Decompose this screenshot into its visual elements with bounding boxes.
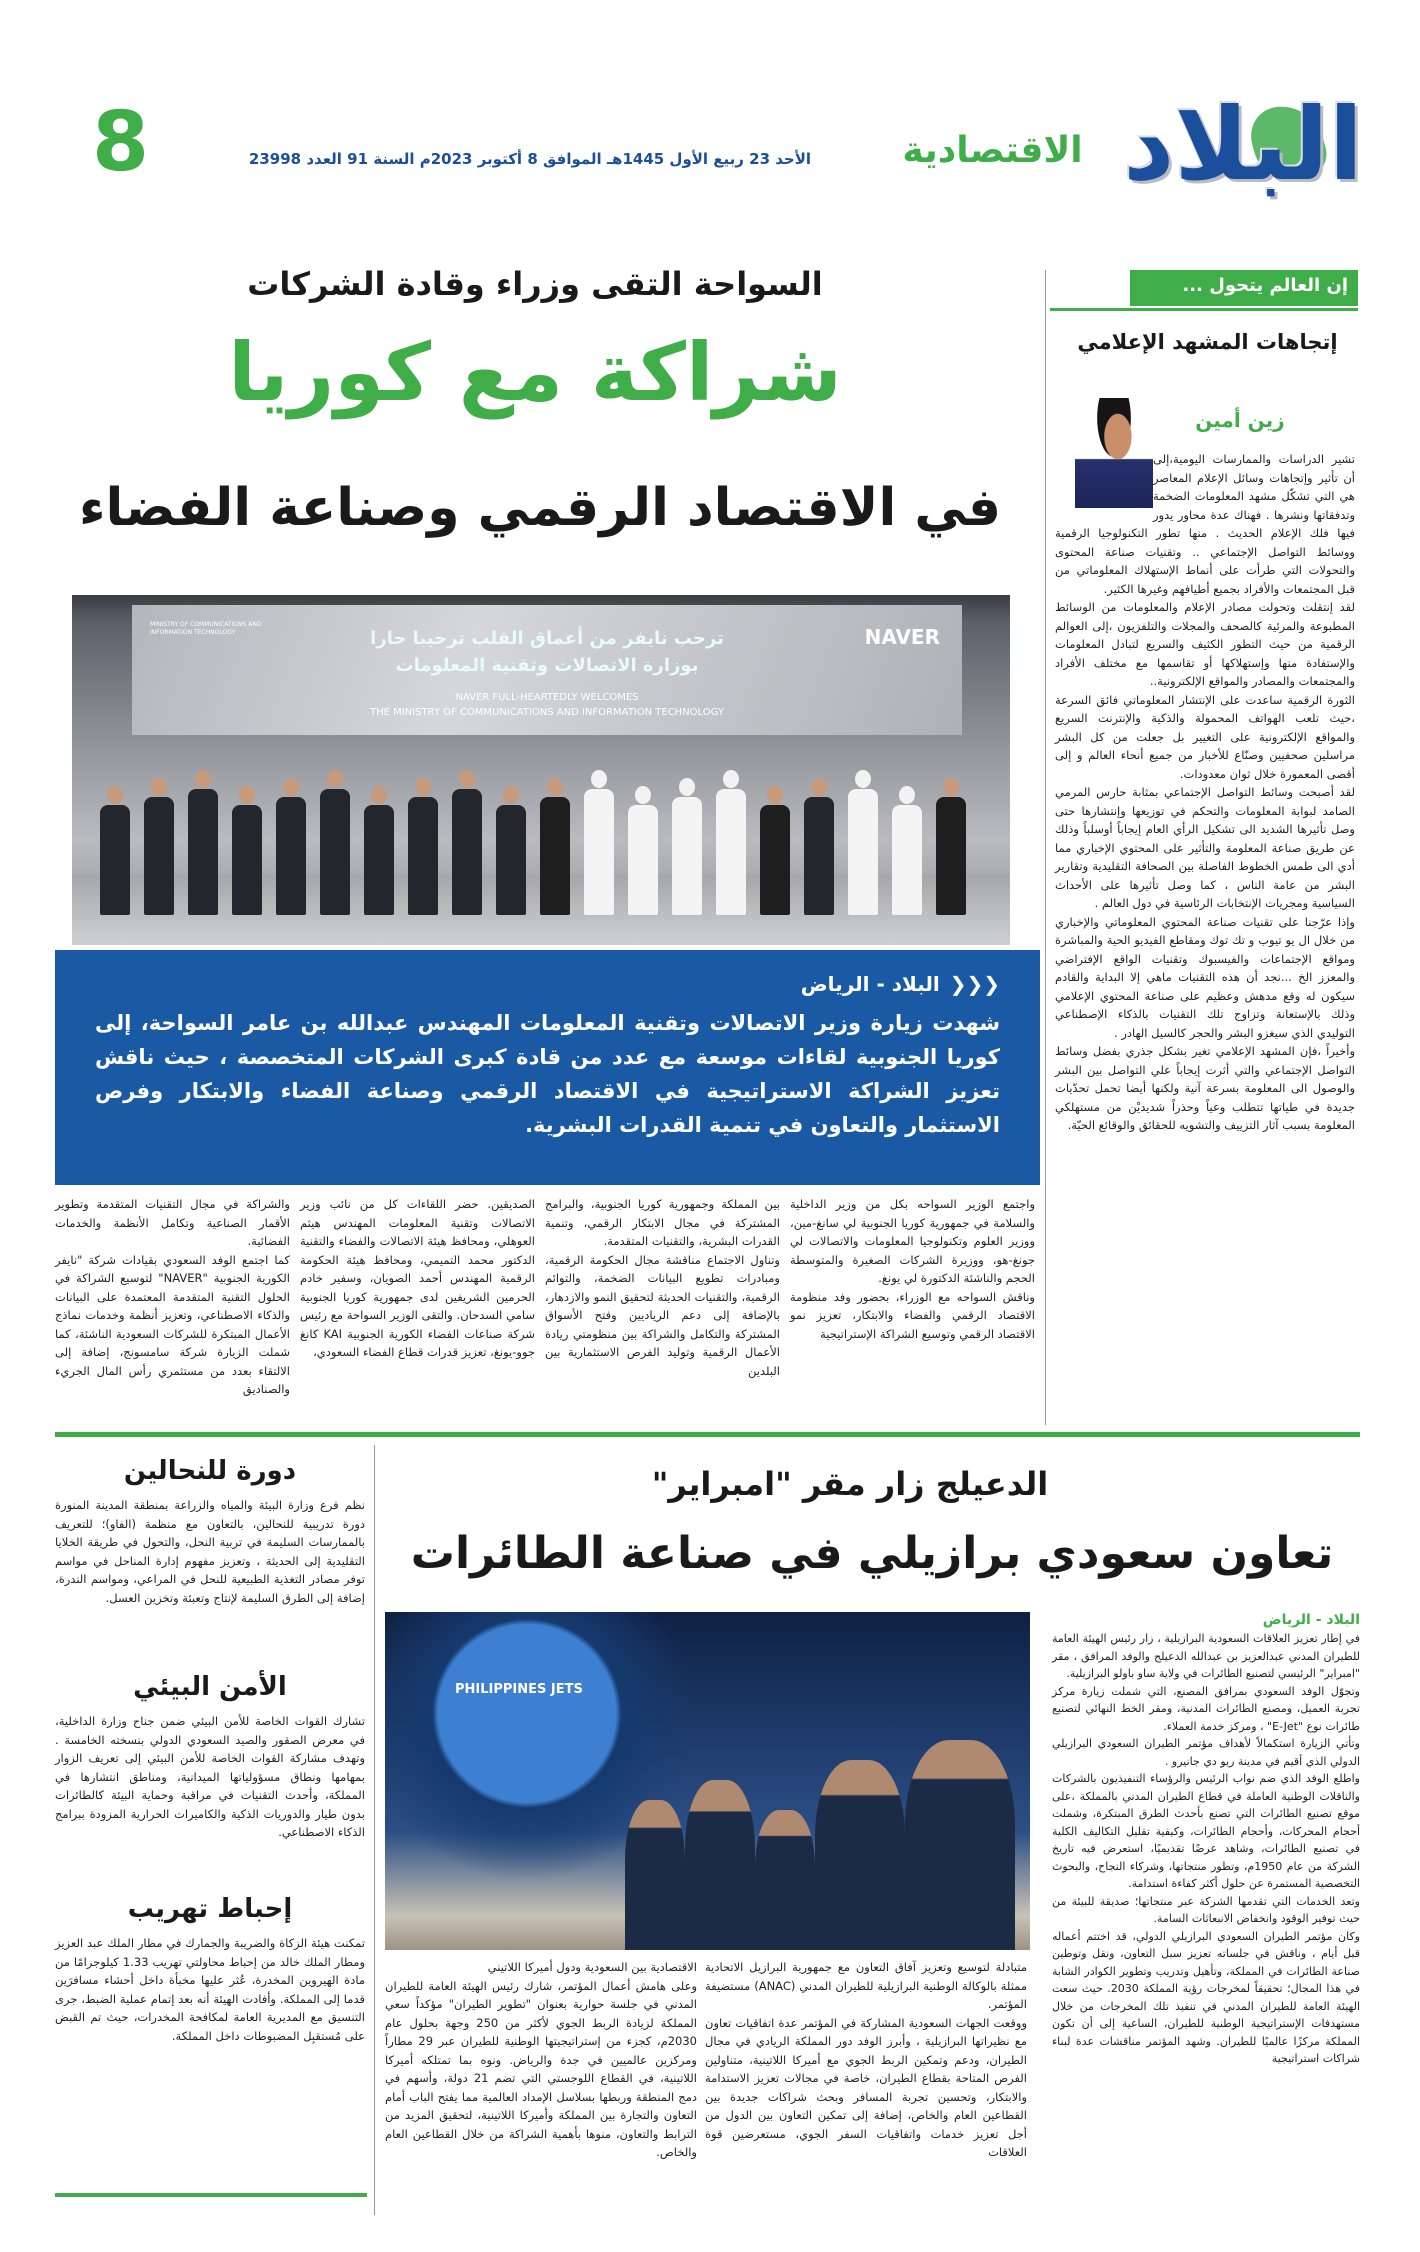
paragraph: الاقتصادية بين السعودية ودول أميركا اللاتيني <box>487 1960 697 1974</box>
person-figure <box>716 770 746 915</box>
naver-logo: NAVER <box>864 625 940 649</box>
person-figure <box>936 778 966 915</box>
brief-text: تشارك القوات الخاصة للأمن البيئي ضمن جناح وزارة الداخلية، في معرض الصقور والصيد السعودي الدولي بنسخته الخامسة . وتهدف مشاركة القوات الخاصة للأمن البيئي إلى تعريف الزوار بمهامها ونطاق مسؤولياتها الميدانية، ومناطق انتشارها في المملكة، وأحدث التقنيات في مراقبة وحماية البيئة كالطائرات بدون طيار والدوريات الذكية والكاميرات الحرارية المزودة ببرامج الذكاء الاصطناعي. <box>55 1714 365 1839</box>
person-figure <box>188 770 218 915</box>
page-number: 8 <box>92 95 150 190</box>
person-figure <box>628 786 658 915</box>
person-figure <box>364 786 394 915</box>
paragraph: والشراكة في مجال التقنيات المتقدمة وتطوير الأقمار الصناعية وتكامل الأنظمة والخدمات الفضائية. <box>55 1197 290 1248</box>
person-figure <box>496 786 526 915</box>
second-column-1 <box>1052 1610 1360 2068</box>
person-figure <box>320 770 350 915</box>
banner-en-line: NAVER FULL-HEARTEDLY WELCOMES <box>455 692 639 703</box>
issue-date-line: الأحد 23 ربيع الأول 1445هـ الموافق 8 أكتوبر 2023م السنة 91 العدد 23998 <box>248 150 812 168</box>
paragraph: في إطار تعزيز العلاقات السعودية البرازيلية ، زار رئيس الهيئة العامة للطيران المدني عبدالعزيز بن عبدالله الدعيلج والوفد المرافق ، مقر "امبراير" الرئيسي لتصنيع الطائرات في ولاية ساو باولو البرازيلية. <box>1052 1632 1360 1680</box>
banner-ar-line: بوزارة الاتصالات وتقنية المعلومات <box>395 655 699 676</box>
paragraph: وكان مؤتمر الطيران السعودي البرازيلي الدولي، قد اختتم أعماله قبل أيام ، وناقش في جلساته تعزيز سبل التعاون، ونقل وتوطين صناعة الطائرات في المملكة، وتأهيل وتدريب وتطوير الكوادر الشابة في هذا المجال؛ تحقيقاً لمخرجات رؤية المملكة 2030. حيث سعت الهيئة العامة للطيران المدني في تنفيذ تلك المخرجات من خلال مستهدفات الإستراتيجية الوطنية للطيران، الساعية إلى أن تكون المملكة مركزًا عالميًا للطيران. وشهد المؤتمر مناقشات عدة لبناء شراكات استراتيجية <box>1052 1929 1360 2065</box>
lead-text: شهدت زيارة وزير الاتصالات وتقنية المعلومات المهندس عبدالله بن عامر السواحة، إلى كوريا الجنوبية لقاءات موسعة مع عدد من قادة كبرى الشركات المتخصصة ، حيث ناقش تعزيز الشراكة الاستراتيجية في الاقتصاد الرقمي وصناعة الفضاء والابتكار وفرص الاستثمار والتعاون في تنمية القدرات البشرية. <box>95 1011 1000 1137</box>
second-kicker: الدعيلج زار مقر "امبراير" <box>651 1465 1049 1503</box>
logo-text: البلاد <box>1123 86 1363 203</box>
paragraph: وتأتي الزيارة استكمالاً لأهداف مؤتمر الطيران السعودي البرازيلي الدولي الذي أقيم في مدينة ريو دي جانيرو . <box>1052 1737 1360 1768</box>
opinion-tag: إن العالم يتحول ... <box>1130 270 1358 306</box>
person-figure <box>144 778 174 915</box>
paragraph: وتناول الاجتماع مناقشة مجال الحكومة الرقمية، ومبادرات تطويع البيانات الضخمة، والتوائم الرقمية، والتقنيات الحديثة لتحقيق النمو والازدهار، بالإضافة إلى دعم الرياديين وفتح الأسواق المشتركة والتكامل والشراكة بين منظومتي ريادة الأعمال الرقمية وتوليد الفرص الاستثمارية بين البلدين <box>545 1252 780 1378</box>
brief-text: نظم فرع وزارة البيئة والمياه والزراعة بمنطقة المدينة المنورة دورة تدريبية للنحالين، بالتعاون مع منظمة (الفاو)؛ للتعريف بالممارسات السليمة في تربية النحل، والتحول في طريقة الخلايا التقليدية إلى الحديثة ، وتعزيز مفهوم إدارة المناحل في مواسم توفر مصادر التغذية الطبيعية للنحل في المراعي، ومواسم الندرة، إضافة إلى الطرق السليمة لإنتاج وتعبئة وتخزين العسل. <box>55 1498 365 1605</box>
person-figure <box>755 1810 815 1950</box>
paragraph: وعلى هامش أعمال المؤتمر، شارك رئيس الهيئة العامة للطيران المدني في جلسة حوارية بعنوان "تطوير الطيران" مؤكداً سعي المملكة لزيادة الربط الجوي لأكثر من 250 وجهة بحلول عام 2030م، كجزء من إستراتيجيتها الوطنية للطيران عبر 29 مطاراً ومركزين عالميين في جدة والرياض. ونوه بما تمتلكه أميركا اللاتينية، في القطاع اللوجستي التي تضم 21 دولة، وأسهم في دمج المنطقة وربطها بسلاسل الإمداد العالمية مما يفتح الباب أمام التعاون والتجارة بين المملكة وأميركا اللاتينية، لتحقيق المزيد من الترابط والتعاون، منوها بأهمية الشراكة من خلال القطاعين العام والخاص. <box>385 1978 697 2159</box>
main-headline-2: في الاقتصاد الرقمي وصناعة الفضاء <box>78 478 1002 538</box>
brief-title: إحباط تهريب <box>127 1894 293 1924</box>
embraer-photo <box>385 1612 1030 1950</box>
person-figure <box>276 778 306 915</box>
main-column-3 <box>300 1195 535 1362</box>
person-figure <box>452 770 482 915</box>
person-figure <box>408 778 438 915</box>
person-figure <box>804 778 834 915</box>
main-column-2 <box>545 1195 780 1380</box>
newspaper-logo <box>1118 86 1363 230</box>
paragraph: واطلع الوفد الذي ضم نواب الرئيس والرؤساء التنفيذيون بالشركات والناقلات الوطنية العاملة في قطاع الطيران المدني بالمملكة ،على موقع تصنيع الطائرات التي تصنع بأحدث الطرق المبتكرة، وشملت أحجام المحركات، وأحجام الطائرات، وكيفية تقليل التكاليف الكلية في تصنيع الطائرات، وشاهد عرضًا تقديميًا، استعرض فيه تاريخ الشركة من عام 1950م، وتطور منتجاتها، وشركاء النجاح، والبحوث التخصصية المستمرة عن حلول أكثر كفاءة استدامة. <box>1052 1772 1361 1890</box>
banner-en-line: THE MINISTRY OF COMMUNICATIONS AND INFORMATION TECHNOLOGY <box>369 707 725 718</box>
paragraph: بين المملكة وجمهورية كوريا الجنوبية، والبرامج المشتركة في مجال الابتكار الرقمي، وتنمية القدرات البشرية، والتقنيات المتقدمة. <box>545 1197 780 1248</box>
banner-arabic <box>132 625 962 679</box>
opinion-paragraph: وإذا عرّجنا على تقنيات صناعة المحتوي المعلوماتي والإخباري من خلال ال يو تيوب و تك توك ومقاطع الفيديو الحية والمباشرة ومواقع الإجتماعات والفيسبوك وتقنيات الواقع الإفتراضي والمعزز الخ ...نجد أن هذه التقنيات ماهي إلا البداية والقادم سيكون له وقع مدهش وعظيم على صناعة المحتوي الإعلامي وذلك بالإستعانة وتزاوج تلك التقنيات بالذكاء الإصطناعي التوليدي الذي سيغزو البشر والحجر كالسيل الهادر . <box>1055 914 1355 1040</box>
person-figure <box>815 1760 905 1950</box>
person-figure <box>848 770 878 915</box>
person-figure <box>905 1740 1015 1950</box>
opinion-body <box>1055 450 1355 1135</box>
paragraph: وتعد الخدمات التي تقدمها الشركة عبر منتجاتها؛ صديقة للبيئة من حيث توفير الوقود وانخفاض الانبعاثات السامة. <box>1052 1894 1360 1925</box>
person-figure <box>584 770 614 915</box>
dateline-text: البلاد - الرياض <box>800 972 940 996</box>
person-figure <box>685 1780 755 1950</box>
opinion-paragraph: الثورة الرقمية ساعدت على الإنتشار المعلوماتي فائق السرعة ،حيث تلعب الهواتف المحمولة والذكية والإنترنت السريع والمواقع الإلكترونية على التغيير بل جعلت من كل البشر مراسلين صحفيين وصنّاع للأخبار من جميع أنحاء العالم و إلى أقصى المعمورة خلال ثوان معدودات. <box>1055 692 1355 781</box>
paragraph: ووقعت الجهات السعودية المشاركة في المؤتمر عدة اتفاقيات تعاون مع نظيراتها البرازيلية ، وأبرز الوفد دور المملكة الريادي في مجال الطيران، ودعم وتمكين الربط الجوي مع أميركا اللاتينية، متناولين الفرص المتاحة بقطاع الطيران، خاصة في مجالات تعزيز الاستدامة والابتكار، وتحسين تجربة المسافر وبحث شراكات جديدة بين القطاعين العام والخاص، إضافة إلى تمكين التعاون بين الدول من أجل تعزيز خدمات واتفاقيات السفر الجوي، مستعرضين قوة العلاقات <box>705 2015 1027 2159</box>
lead-box <box>55 950 1040 1185</box>
opinion-paragraph: لقد أصبحت وسائط التواصل الإجتماعي بمثابة حارس المرمي الصامد لبوابة المعلومات والتحكم في توزيعها وإنتشارها حتى وصل تأثيرها الشديد الى تشكيل الرأي العام إيجاباً أوسلباً وذلك عن طريق صناعة المعلومة والتأثير على المحتوي الإخباري مما أدي الى طمس الخطوط الفاصلة بين الصحافة التقليدية وتقارير البشر من عامة الناس ، كما وصل تأثيرها على الأحداث السياسية ومجريات الإنتخابات الرئاسية في دول العالم . <box>1055 785 1355 910</box>
brief-bottom-rule <box>55 2193 367 2197</box>
photo-banner <box>132 605 962 735</box>
paragraph: كما اجتمع الوفد السعودي بقيادات شركة "نايفر الكورية الجنوبية "NAVER" لتوسيع الشراكة في الحلول التقنية المتقدمة المعتمدة على البيانات والذكاء الاصطناعي، وتعزيز أنظمة وخدمات نماذج الأعمال المبتكرة للشركات السعودية الناشئة، كما شملت الزيارة شركة سامسونج، إضافة إلى الالتقاء بعدد من مستثمري رأس المال الجريء والصناديق <box>55 1252 290 1396</box>
opinion-paragraph: تشير الدراسات والممارسات اليومية،إلى أن تأثير وإتجاهات وسائل الإعلام المعاصر هي التي تشكّل مشهد المعلومات الضخمة وتدفقاتها ونشرها . فهناك عدة محاور يدور فيها فلك الإعلام الحديث . منها تطور التكنولوجيا الرقمية ووسائط التواصل الإجتماعي .. وتقنيات صناعة المحتوى والتحولات التي طرأت على أنماط الإستهلاك المعلوماتي من قبل المجتمعات والأفراد بجميع أطيافهم وغيرها الكثير. <box>1055 452 1355 596</box>
lead-dateline <box>95 972 1000 996</box>
photo-sign: PHILIPPINES JETS <box>455 1682 583 1697</box>
banner-ar-line: ترحب نايفر من أعماق القلب ترحيبا حارا <box>370 628 724 649</box>
opinion-tag-underline <box>1050 308 1358 311</box>
person-figure <box>232 786 262 915</box>
paragraph: واجتمع الوزير السواحه بكل من وزير الداخلية والسلامة في جمهورية كوريا الجنوبية لي سانغ-مين، ووزير العلوم وتكنولوجيا المعلومات والاتصالات لي جونغ-هو، ووزيرة الشركات الصغيرة والمتوسطة الحجم والناشئة الدكتورة لي يونغ. <box>790 1197 1035 1285</box>
person-figure <box>760 786 790 915</box>
column-divider <box>1045 270 1046 1425</box>
section-title: الاقتصادية <box>902 130 1083 171</box>
brief-title: الأمن البيئي <box>133 1672 287 1702</box>
photo-wrap-space <box>1055 450 1153 512</box>
main-column-4 <box>55 1195 290 1399</box>
main-column-1 <box>790 1195 1035 1343</box>
main-photo <box>72 595 1010 945</box>
person-figure <box>540 778 570 915</box>
person-figure <box>100 786 130 915</box>
brief-title: دورة للنحالين <box>123 1456 297 1486</box>
main-kicker: السواحة التقى وزراء وقادة الشركات <box>247 265 823 303</box>
paragraph: الصديقين. حضر اللقاءات كل من نائب وزير الاتصالات وتقنية المعلومات المهندس هيثم العوهلي، ومحافظ هيئة الاتصالات والفضاء والتقنية الدكتور محمد التميمي، ومحافظ هيئة الحكومة الرقمية المهندس أحمد الصويان، وسفير خادم الحرمين الشريفين لدى جمهورية كوريا الجنوبية سامي السدحان. والتقى الوزير السواحة مع رئيس شركة صناعات الفضاء الكورية الجنوبية KAI كانغ جوو-يونغ، تعزيز قدرات قطاع الفضاء السعودي، <box>300 1197 535 1359</box>
paragraph: متبادلة لتوسيع وتعزيز آفاق التعاون مع جمهورية البرازيل الاتحادية ممثلة بالوكالة الوطنية البرازيلية للطيران المدني (ANAC) مستضيفة المؤتمر. <box>705 1960 1027 2011</box>
second-column-2 <box>705 1958 1027 2162</box>
person-figure <box>625 1800 685 1950</box>
ministry-logo: MINISTRY OF COMMUNICATIONS AND INFORMATION TECHNOLOGY <box>150 621 262 636</box>
opinion-title: إتجاهات المشهد الإعلامي <box>1077 330 1338 354</box>
paragraph: وتجوّل الوفد السعودي بمرافق المصنع، التي شملت زيارة مركز تجربة العميل، ومصنع الطائرات المدنية، ومقر الخط النهائي لتصنيع طائرات نوع "E-Jet" ، ومركز خدمة العملاء. <box>1052 1684 1360 1733</box>
column-divider <box>374 1445 375 2215</box>
second-dateline: البلاد - الرياض <box>1262 1612 1360 1628</box>
second-column-3 <box>385 1958 697 2162</box>
banner-english <box>132 690 962 720</box>
author-name: زين أمين <box>1195 408 1285 432</box>
second-headline: تعاون سعودي برازيلي في صناعة الطائرات <box>410 1528 1334 1579</box>
opinion-paragraph: لقد إنتقلت وتحولت مصادر الإعلام والمعلومات من الوسائط المطبوعة والمرئية كالصحف والمجلات والتلفزيون ،إلى العوالم الرقمية من حيث التطور الكثيف والسريع لتبادل المعلومات والإستفادة منها وإستهلاكها أو تقاسمها مع مختلف الأفراد والمجتمعات والمصادر والمواقع الإلكترونية.. <box>1055 600 1355 688</box>
chevrons-icon: ❮❮❮ <box>949 972 1000 996</box>
person-figure <box>892 786 922 915</box>
brief-text: تمكنت هيئة الزكاة والضريبة والجمارك في مطار الملك عبد العزيز ومطار الملك خالد من إحباط محاولتي تهريب 1.33 كيلوجرامًا من مادة الهيروين المخدرة، عُثر عليها مخبأة داخل أحشاء مسافرَين قدما إلى المملكة. وأفادت الهيئة أنه بعد إتمام عملية الضبط، جرى التنسيق مع المديرية العامة لمكافحة المخدرات، حيث تم القبض على مُستقبِل المضبوطات داخل المملكة. <box>55 1936 365 2043</box>
paragraph: وناقش السواحه مع الوزراء، بحضور وفد منظومة الاقتصاد الرقمي والفضاء والابتكار، تعزيز نمو الاقتصاد الرقمي وتوسيع الشراكة الإستراتيجية <box>790 1289 1035 1341</box>
person-figure <box>672 778 702 915</box>
main-headline-1: شراكة مع كوريا <box>228 326 842 419</box>
opinion-paragraph: وأخيراً ،فإن المشهد الإعلامي تغير بشكل جذري بفضل وسائط التواصل الإجتماعي والتي أثرت إيجاباً علي التواصل بين البشر والوصول الى المعلومة بسرعة آنية ولكنها أيضا تحمل تحدّيات جديدة في طياتها تتطلب وعياً وحذراً شديديْن من مستهلكي المعلومة بسبب آثار التزييف والتشويه للحقائق والوقائع الحيّة. <box>1055 1044 1355 1132</box>
section-divider <box>55 1432 1360 1437</box>
